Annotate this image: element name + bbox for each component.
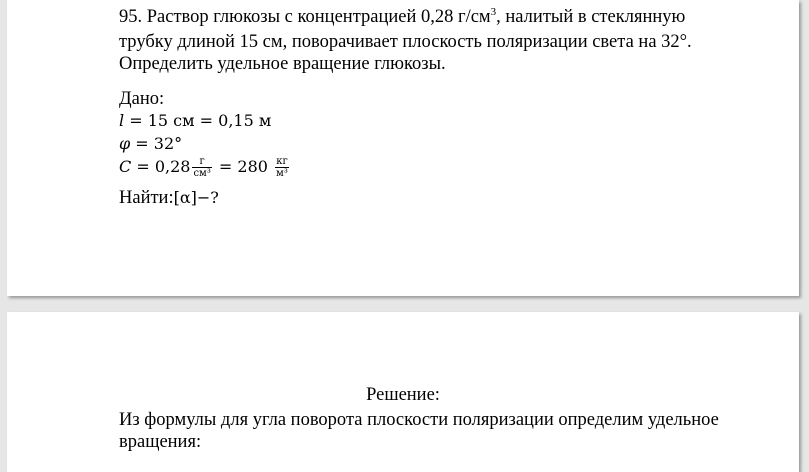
problem-line-1-text: 95. Раствор глюкозы с концентрацией 0,28 г/см xyxy=(119,7,491,27)
superscript: 3 xyxy=(490,5,497,18)
problem-line-2: трубку длиной 15 см, поворачивает плоскость поляризации света на 32°. xyxy=(119,32,692,52)
given-angle xyxy=(119,133,182,155)
concentration-variable: C xyxy=(119,157,132,176)
solution-line-2: вращения: xyxy=(119,432,202,452)
fraction-numerator: кг xyxy=(276,156,288,167)
solution-line-1: Из формулы для угла поворота плоскости поляризации определим удельное xyxy=(119,410,719,430)
fraction-denominator: м³ xyxy=(276,168,288,179)
angle-value: = 32° xyxy=(130,134,183,153)
problem-line-1 xyxy=(119,6,685,28)
length-variable: l xyxy=(119,111,125,130)
find-expression: [α]−? xyxy=(173,188,219,207)
fraction-numerator: г xyxy=(192,156,211,168)
concentration-value-2: = 280 xyxy=(213,157,274,176)
document-page-1 xyxy=(7,0,799,296)
given-length xyxy=(119,110,271,132)
angle-variable: φ xyxy=(119,134,131,153)
find-line xyxy=(119,187,219,209)
problem-line-3: Определить удельное вращение глюкозы. xyxy=(119,54,446,74)
fraction-g-per-cm3 xyxy=(192,156,211,179)
given-label: Дано: xyxy=(119,89,165,109)
length-value: = 15 см = 0,15 м xyxy=(124,111,272,130)
fraction-denominator: см³ xyxy=(193,168,211,179)
concentration-value-1: = 0,28 xyxy=(131,157,191,176)
fraction-kg-per-m3 xyxy=(275,156,289,179)
given-concentration xyxy=(119,156,291,179)
find-label: Найти: xyxy=(119,188,174,208)
solution-heading: Решение: xyxy=(366,385,440,405)
document-page-2 xyxy=(7,312,799,472)
problem-line-1-tail: , налитый в стеклянную xyxy=(496,7,686,27)
